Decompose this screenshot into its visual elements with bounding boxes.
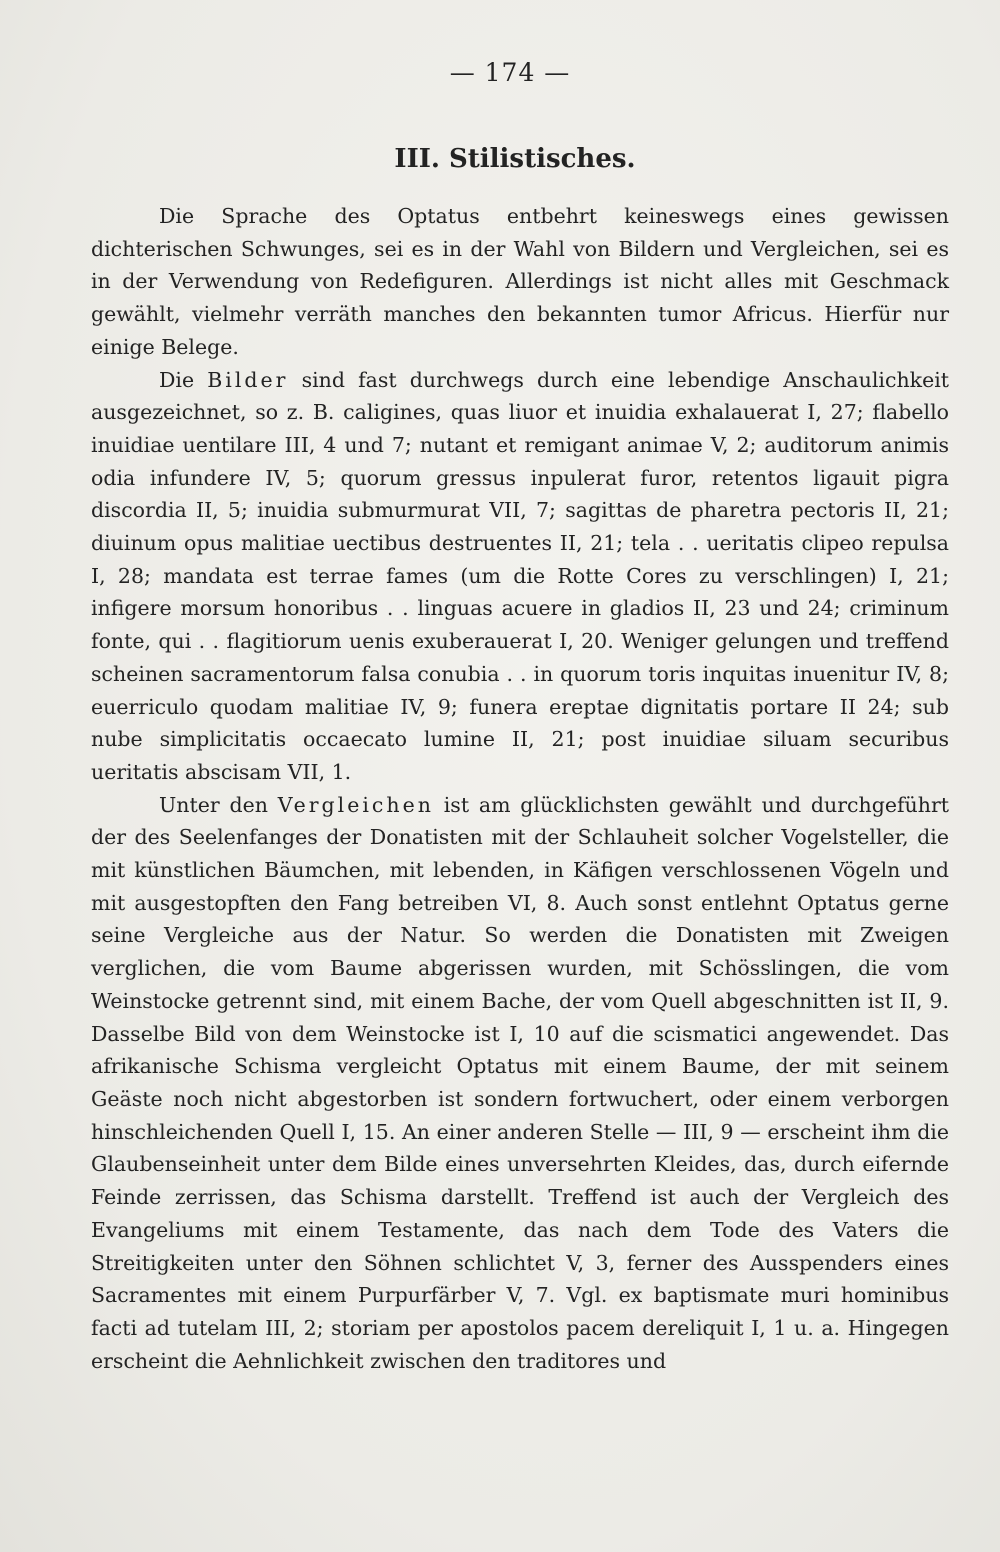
spaced-term-vergleichen: Vergleichen [277, 792, 434, 817]
paragraph-2-text: sind fast durchwegs durch eine lebendige Anschaulichkeit ausgezeichnet, so z. B. caligines, quas liuor et inuidia exhalauerat I, 27; flabello inuidiae uentilare III, 4 und 7; nutant et remigant animae V, 2; auditorum animis odia infundere IV, 5; quorum gressus inpulerat furor, retentos ligauit pigra discordia II, 5; inuidia submurmurat VII, 7; sagittas de pharetra pectoris II, 21; diuinum opus malitiae uectibus destruentes II, 21; tela . . ueritatis clipeo repulsa I, 28; mandata est terrae fames (um die Rotte Cores zu verschlingen) I, 21; infigere morsum honoribus . . linguas acuere in gladios II, 23 und 24; criminum fonte, qui . . flagitiorum uenis exuberauerat I, 20. Weniger gelungen und treffend scheinen sacramentorum falsa conubia . . in quorum toris inquitas inuenitur IV, 8; euerriculo quodam malitiae IV, 9; funera ereptae dignitatis portare II 24; sub nube simplicitatis occaecato lumine II, 21; post inuidiae siluam securibus ueritatis abscisam VII, 1. [91, 367, 949, 784]
section-title: III. Stilistisches. [394, 144, 636, 174]
paragraph-3 [91, 789, 949, 1378]
page-number: — 174 — [449, 58, 571, 87]
paragraph-3-text: ist am glücklichsten gewählt und durchgeführt der des Seelenfanges der Donatisten mit der Schlauheit solcher Vogelsteller, die mit künstlichen Bäumchen, mit lebenden, in Käfigen verschlossenen Vögeln und mit ausgestopften den Fang betreiben VI, 8. Auch sonst entlehnt Optatus gerne seine Vergleiche aus der Natur. So werden die Donatisten mit Zweigen verglichen, die vom Baume abgerissen wurden, mit Schösslingen, die vom Weinstocke getrennt sind, mit einem Bache, der vom Quell abgeschnitten ist II, 9. Dasselbe Bild von dem Weinstocke ist I, 10 auf die scismatici angewendet. Das afrikanische Schisma vergleicht Optatus mit einem Baume, der mit seinem Geäste noch nicht abgestorben ist sondern fortwuchert, oder einem verborgen hinschleichenden Quell I, 15. An einer anderen Stelle — III, 9 — erscheint ihm die Glaubenseinheit unter dem Bilde eines unversehrten Kleides, das, durch eifernde Feinde zerrissen, das Schisma darstellt. Treffend ist auch der Vergleich des Evangeliums mit einem Testamente, das nach dem Tode des Vaters die Streitigkeiten unter den Söhnen schlichtet V, 3, ferner des Ausspenders eines Sacramentes mit einem Purpurfärber V, 7. Vgl. ex baptismate muri hominibus facti ad tutelam III, 2; storiam per apostolos pacem dereliquit I, 1 u. a. Hingegen erscheint die Aehnlichkeit zwischen den traditores und [91, 792, 949, 1373]
paragraph-2-lead: Die [159, 367, 208, 392]
spaced-term-bilder: Bilder [207, 367, 289, 392]
paragraph-3-lead: Unter den [159, 792, 278, 817]
body-text [91, 200, 949, 1377]
paragraph-2 [91, 364, 949, 789]
paragraph-1: Die Sprache des Optatus entbehrt keineswegs eines gewissen dichterischen Schwunges, sei es in der Wahl von Bildern und Vergleichen, sei es in der Verwendung von Redefiguren. Allerdings ist nicht alles mit Geschmack gewählt, vielmehr verräth manches den bekannten tumor Africus. Hierfür nur einige Belege. [91, 204, 949, 359]
